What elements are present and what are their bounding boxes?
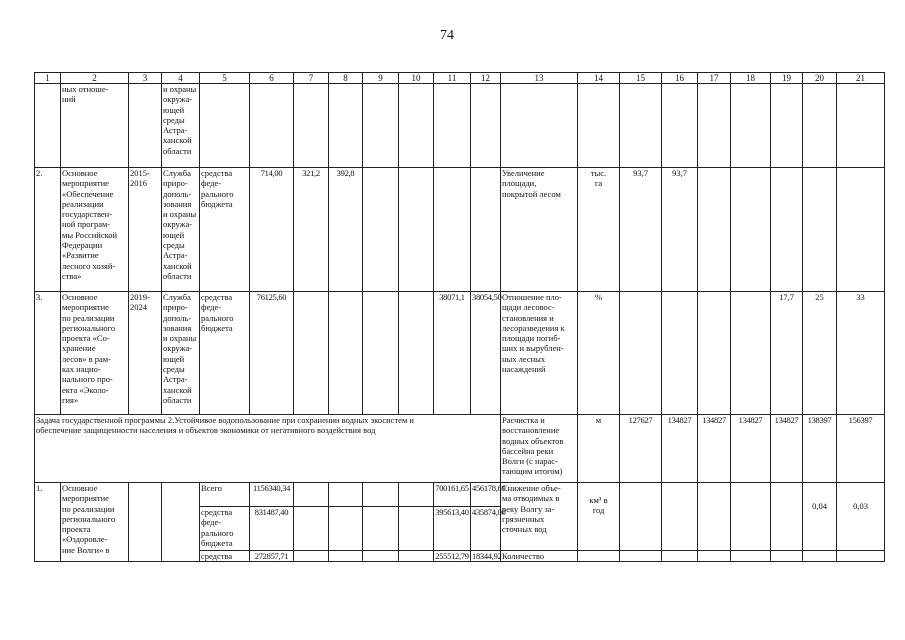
indicator-cell: Снижение объе- ма отводимых в реку Волгу за- грязненных сточных вод — [501, 483, 578, 551]
value-cell: 456178,69 — [471, 483, 501, 507]
value-cell: 25 — [803, 292, 837, 415]
header-cell: 14 — [578, 73, 620, 84]
value-cell: 138397 — [803, 415, 837, 483]
header-cell: 8 — [329, 73, 363, 84]
name-cell: Основное мероприятие по реализации регионального проекта «Оздоровле- ние Волги» в — [61, 483, 129, 562]
value-cell: 255512,79 — [435, 551, 469, 561]
indicator-cell: Отношение пло- щади лесовос- становления и лесоразведения к площади погиб- ших и вырублен- ных лесных насаждений — [501, 292, 578, 415]
value-cell: 38054,50 — [471, 292, 501, 415]
table-row — [35, 168, 885, 292]
header-cell: 20 — [803, 73, 837, 84]
indicator-cell: Количество — [501, 551, 578, 562]
name-cell: Основное мероприятие по реализации регионального проекта «Со- хранение лесов» в рам- ках нацио- нального про- екта «Эколо- гия» — [61, 292, 129, 415]
value-cell: 156397 — [837, 415, 885, 483]
indicator-cell: Расчистка и восстановление водных объектов бассейна реки Волги (с нарас- тающим итогом) — [501, 415, 578, 483]
source-cell: Всего — [200, 483, 250, 507]
value-cell: 321,2 — [294, 168, 329, 292]
header-cell: 3 — [129, 73, 162, 84]
header-cell: 15 — [620, 73, 662, 84]
header-cell: 9 — [363, 73, 399, 84]
indicator-cell: Увеличение площади, покрытой лесом — [501, 168, 578, 292]
task-title: Задача государственной программы 2.Устойчивое водопользование при сохранении водных экосистем и обеспечение защищенности населения и объектов экономики от негативного воздействия вод — [35, 415, 501, 483]
years-cell: 2019- 2024 — [129, 292, 162, 415]
program-table — [34, 72, 885, 562]
header-cell: 10 — [399, 73, 434, 84]
source-cell: средства феде- рального бюджета — [200, 168, 250, 292]
value-cell: 392,8 — [329, 168, 363, 292]
name-cell: Основное мероприятие «Обеспечение реализации государствен- ной програм- мы Российской Федерации «Развитие лесного хозяй- ства» — [61, 168, 129, 292]
name-cell: ных отноше- ний — [61, 84, 129, 168]
header-cell: 1 — [35, 73, 61, 84]
header-cell: 11 — [434, 73, 471, 84]
value-cell: 134827 — [698, 415, 731, 483]
value-cell: 18344,92 — [472, 551, 502, 561]
row-number: 3. — [35, 292, 61, 415]
source-cell: средства феде- рального бюджета — [200, 507, 250, 551]
value-cell: 714,00 — [250, 168, 294, 292]
table-row — [35, 292, 885, 415]
value-cell: 700161,65 — [434, 483, 471, 507]
value-cell: 76125,60 — [250, 292, 294, 415]
value-cell: 435874,00 — [471, 507, 501, 551]
unit-cell: км³ в год — [578, 483, 620, 551]
header-cell: 13 — [501, 73, 578, 84]
value-cell: 134827 — [662, 415, 698, 483]
value-cell: 831487,40 — [250, 507, 294, 551]
value-cell: 33 — [837, 292, 885, 415]
header-cell: 19 — [771, 73, 803, 84]
value-cell: 134827 — [731, 415, 771, 483]
value-cell: 272857,71 — [250, 551, 294, 562]
header-cell: 21 — [837, 73, 885, 84]
header-cell: 6 — [250, 73, 294, 84]
table-row — [35, 84, 885, 168]
header-cell: 2 — [61, 73, 129, 84]
value-cell: 17,7 — [771, 292, 803, 415]
years-cell: 2015- 2016 — [129, 168, 162, 292]
source-cell: средства — [200, 551, 250, 562]
value-cell: 0,04 — [803, 483, 837, 551]
row-number: 1. — [35, 483, 61, 562]
header-cell: 4 — [162, 73, 200, 84]
value-cell: 395613,40 — [434, 507, 471, 551]
header-row — [35, 73, 885, 84]
header-cell: 7 — [294, 73, 329, 84]
unit-cell: % — [578, 292, 620, 415]
header-cell: 16 — [662, 73, 698, 84]
value-cell: 0,03 — [837, 483, 885, 551]
value-cell: 1156340,34 — [250, 483, 294, 507]
header-cell: 12 — [471, 73, 501, 84]
header-cell: 5 — [200, 73, 250, 84]
table-row — [35, 483, 885, 507]
executor-cell: Служба приро- дополь- зования и охраны окружа- ющей среды Астра- ханской области — [162, 168, 200, 292]
value-cell: 93,7 — [620, 168, 662, 292]
header-cell: 17 — [698, 73, 731, 84]
value-cell: 127627 — [620, 415, 662, 483]
executor-cell: и охраны окружа- ющей среды Астра- ханской области — [162, 84, 200, 168]
value-cell: 93,7 — [662, 168, 698, 292]
unit-cell: м — [578, 415, 620, 483]
unit-cell: тыс. га — [578, 168, 620, 292]
header-cell: 18 — [731, 73, 771, 84]
task-row — [35, 415, 885, 483]
value-cell: 134827 — [771, 415, 803, 483]
value-cell: 38071,1 — [434, 292, 471, 415]
executor-cell: Служба приро- дополь- зования и охраны окружа- ющей среды Астра- ханской области — [162, 292, 200, 415]
source-cell: средства феде- рального бюджета — [200, 292, 250, 415]
row-number: 2. — [35, 168, 61, 292]
page-number: 74 — [440, 28, 454, 43]
